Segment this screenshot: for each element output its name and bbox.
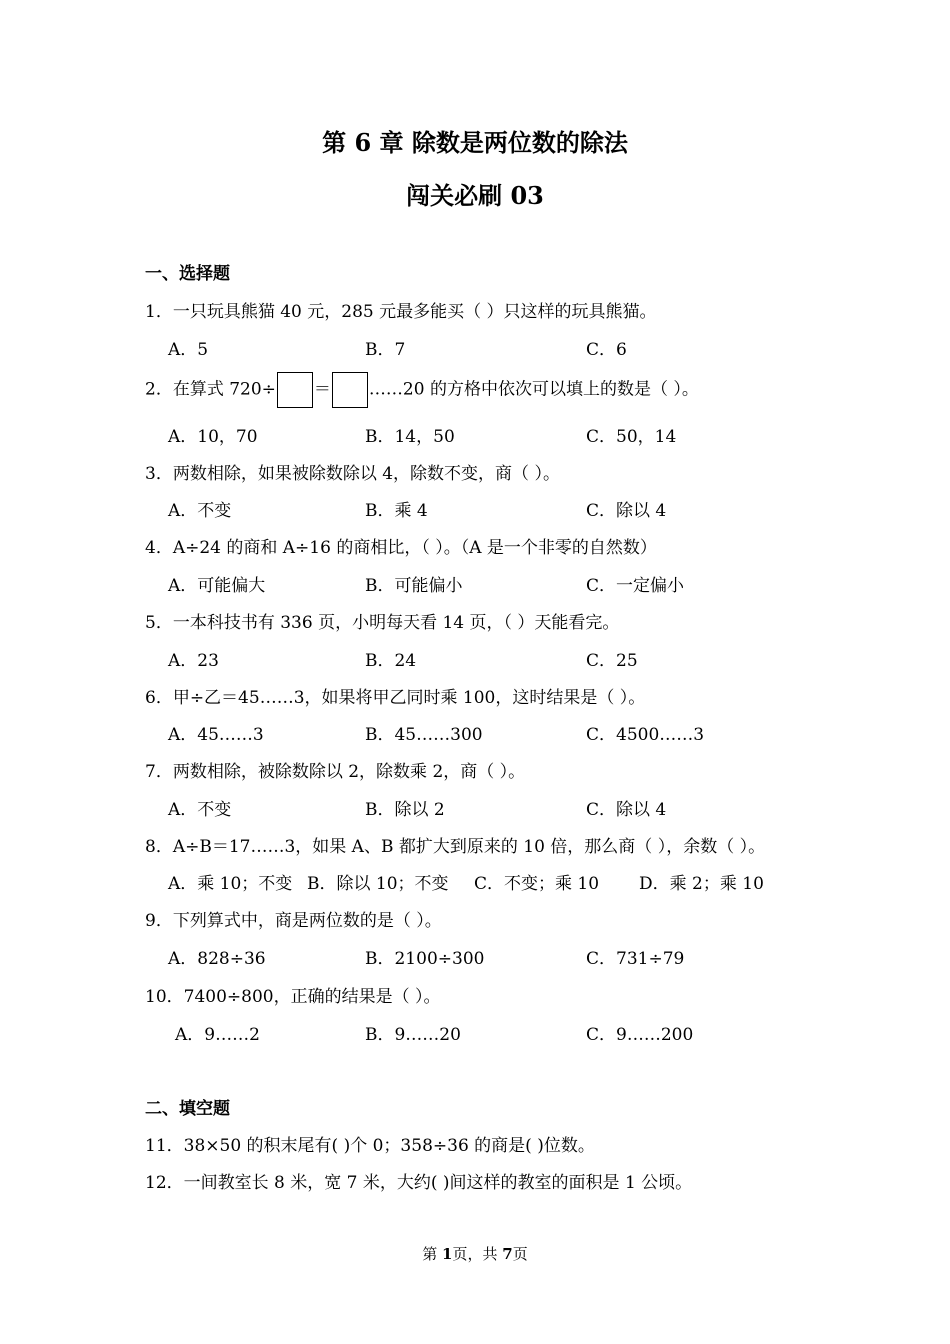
question-8: 8．A÷B＝17……3，如果 A、B 都扩大到原来的 10 倍，那么商（ ），余数（ ）。 [145,837,766,857]
option-c: C．4500……3 [586,725,705,745]
page-title: 第 6 章 除数是两位数的除法 [322,128,628,157]
footer-page-number: 1 [442,1245,453,1263]
question-11: 11．38×50 的积末尾有( )个 0；358÷36 的商是( )位数。 [145,1136,595,1156]
question-2-equals: ＝ [313,379,331,400]
option-c: C．9……200 [586,1025,694,1045]
question-2-prefix: 2．在算式 720÷ [145,379,276,400]
question-5: 5．一本科技书有 336 页，小明每天看 14 页，（ ）天能看完。 [145,613,620,633]
option-a: A．不变 [168,800,232,820]
question-2 [145,372,699,408]
option-c: C．50，14 [586,427,677,447]
option-a: A．5 [168,340,209,360]
section-heading-choice: 一、选择题 [145,264,230,284]
option-c: C．不变；乘 10 [474,874,600,894]
option-a: A．828÷36 [168,949,266,969]
option-b: B．7 [365,340,406,360]
question-9: 9．下列算式中，商是两位数的是（ ）。 [145,911,442,931]
option-c: C．除以 4 [586,501,667,521]
question-3: 3．两数相除，如果被除数除以 4，除数不变，商（ ）。 [145,464,560,484]
option-b: B．乘 4 [365,501,428,521]
option-a: A．可能偏大 [168,576,266,596]
answer-box-2[interactable] [332,372,368,408]
footer-middle: 页，共 [452,1245,503,1263]
option-b: B．14，50 [365,427,455,447]
option-b: B．9……20 [365,1025,461,1045]
option-c: C．一定偏小 [586,576,685,596]
option-b: B．2100÷300 [365,949,485,969]
question-7: 7．两数相除，被除数除以 2，除数乘 2，商（ ）。 [145,762,526,782]
question-10: 10．7400÷800，正确的结果是（ ）。 [145,987,441,1007]
option-c: C．除以 4 [586,800,667,820]
option-a: A．9……2 [175,1025,260,1045]
footer-suffix: 页 [512,1245,528,1263]
option-a: A．乘 10；不变 [168,874,293,894]
option-b: B．除以 10；不变 [307,874,449,894]
question-2-suffix: ……20 的方格中依次可以填上的数是（ ）。 [368,379,699,400]
page-footer [0,1243,950,1264]
option-a: A．45……3 [168,725,264,745]
option-c: C．731÷79 [586,949,685,969]
question-1: 1．一只玩具熊猫 40 元，285 元最多能买（ ）只这样的玩具熊猫。 [145,302,657,322]
footer-prefix: 第 [422,1245,443,1263]
footer-total-pages: 7 [502,1245,513,1263]
option-d: D．乘 2；乘 10 [639,874,764,894]
question-12: 12．一间教室长 8 米，宽 7 米，大约( )间这样的教室的面积是 1 公顷。 [145,1173,693,1193]
question-6: 6．甲÷乙＝45……3，如果将甲乙同时乘 100，这时结果是（ ）。 [145,688,646,708]
answer-box-1[interactable] [277,372,313,408]
option-b: B．除以 2 [365,800,445,820]
question-4: 4．A÷24 的商和 A÷16 的商相比，（ ）。（A 是一个非零的自然数） [145,538,657,558]
option-a: A．不变 [168,501,232,521]
option-c: C．6 [586,340,627,360]
option-b: B．可能偏小 [365,576,463,596]
option-a: A．10，70 [168,427,258,447]
option-c: C．25 [586,651,638,671]
section-heading-fill: 二、填空题 [145,1099,230,1119]
option-b: B．45……300 [365,725,483,745]
option-b: B．24 [365,651,417,671]
page-subtitle: 闯关必刷 03 [406,181,544,210]
option-a: A．23 [168,651,219,671]
